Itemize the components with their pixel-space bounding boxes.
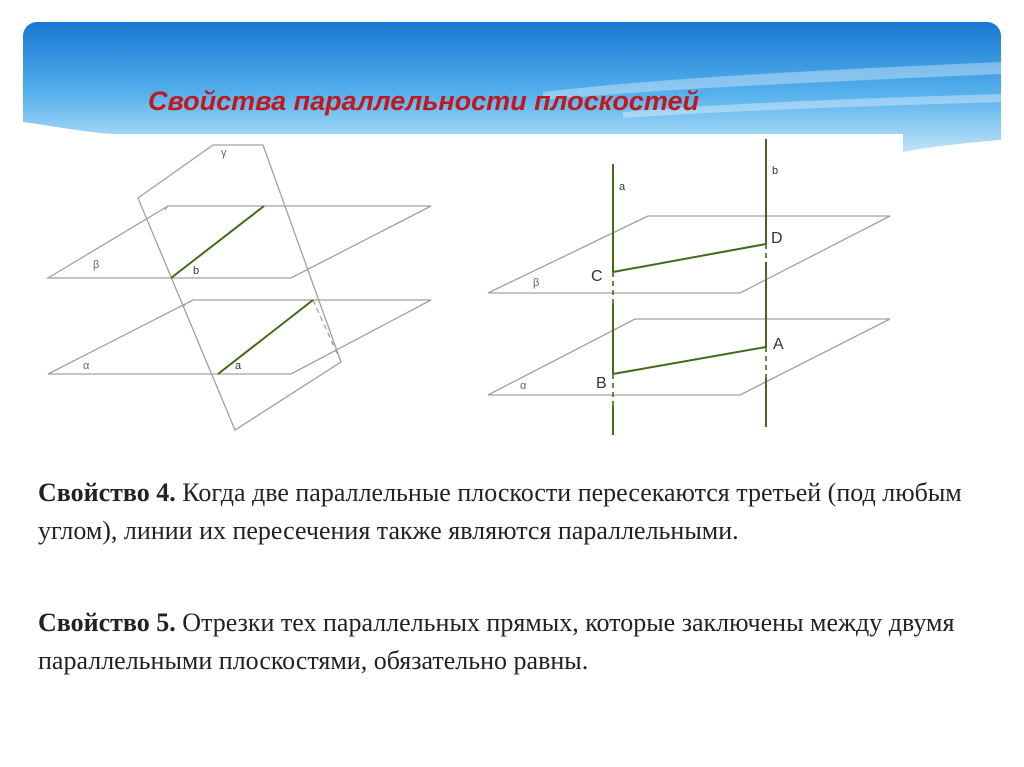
label-gamma: γ xyxy=(221,147,227,159)
property-5-text: Отрезки тех параллельных прямых, которые заключены между двумя параллельными плоскостями, обязательно равны. xyxy=(38,608,955,675)
plane-beta-right xyxy=(488,216,890,293)
point-a: A xyxy=(773,336,784,353)
label-alpha-right: α xyxy=(520,380,527,392)
label-beta-right: β xyxy=(533,277,540,289)
point-c: C xyxy=(591,268,603,285)
point-d: D xyxy=(771,230,783,247)
label-line-b-right: b xyxy=(772,165,779,177)
property-4-label: Свойство 4. xyxy=(38,478,176,507)
plane-alpha-right xyxy=(488,319,890,395)
property-4 xyxy=(38,474,968,550)
label-beta-left: β xyxy=(93,259,100,271)
point-b: B xyxy=(596,375,607,392)
label-line-b: b xyxy=(193,265,200,277)
label-line-a: a xyxy=(235,360,242,372)
property-4-text: Когда две параллельные плоскости пересекаются третьей (под любым углом), линии их пересечения также являются параллельными. xyxy=(38,478,962,545)
label-line-a-right: a xyxy=(619,181,626,193)
label-alpha-left: α xyxy=(83,360,90,372)
segment-cd xyxy=(613,244,766,272)
property-5 xyxy=(38,604,968,680)
slide xyxy=(23,22,1001,767)
segment-ba xyxy=(613,347,766,374)
property-5-label: Свойство 5. xyxy=(38,608,176,637)
slide-title: Свойства параллельности плоскостей xyxy=(148,86,699,116)
